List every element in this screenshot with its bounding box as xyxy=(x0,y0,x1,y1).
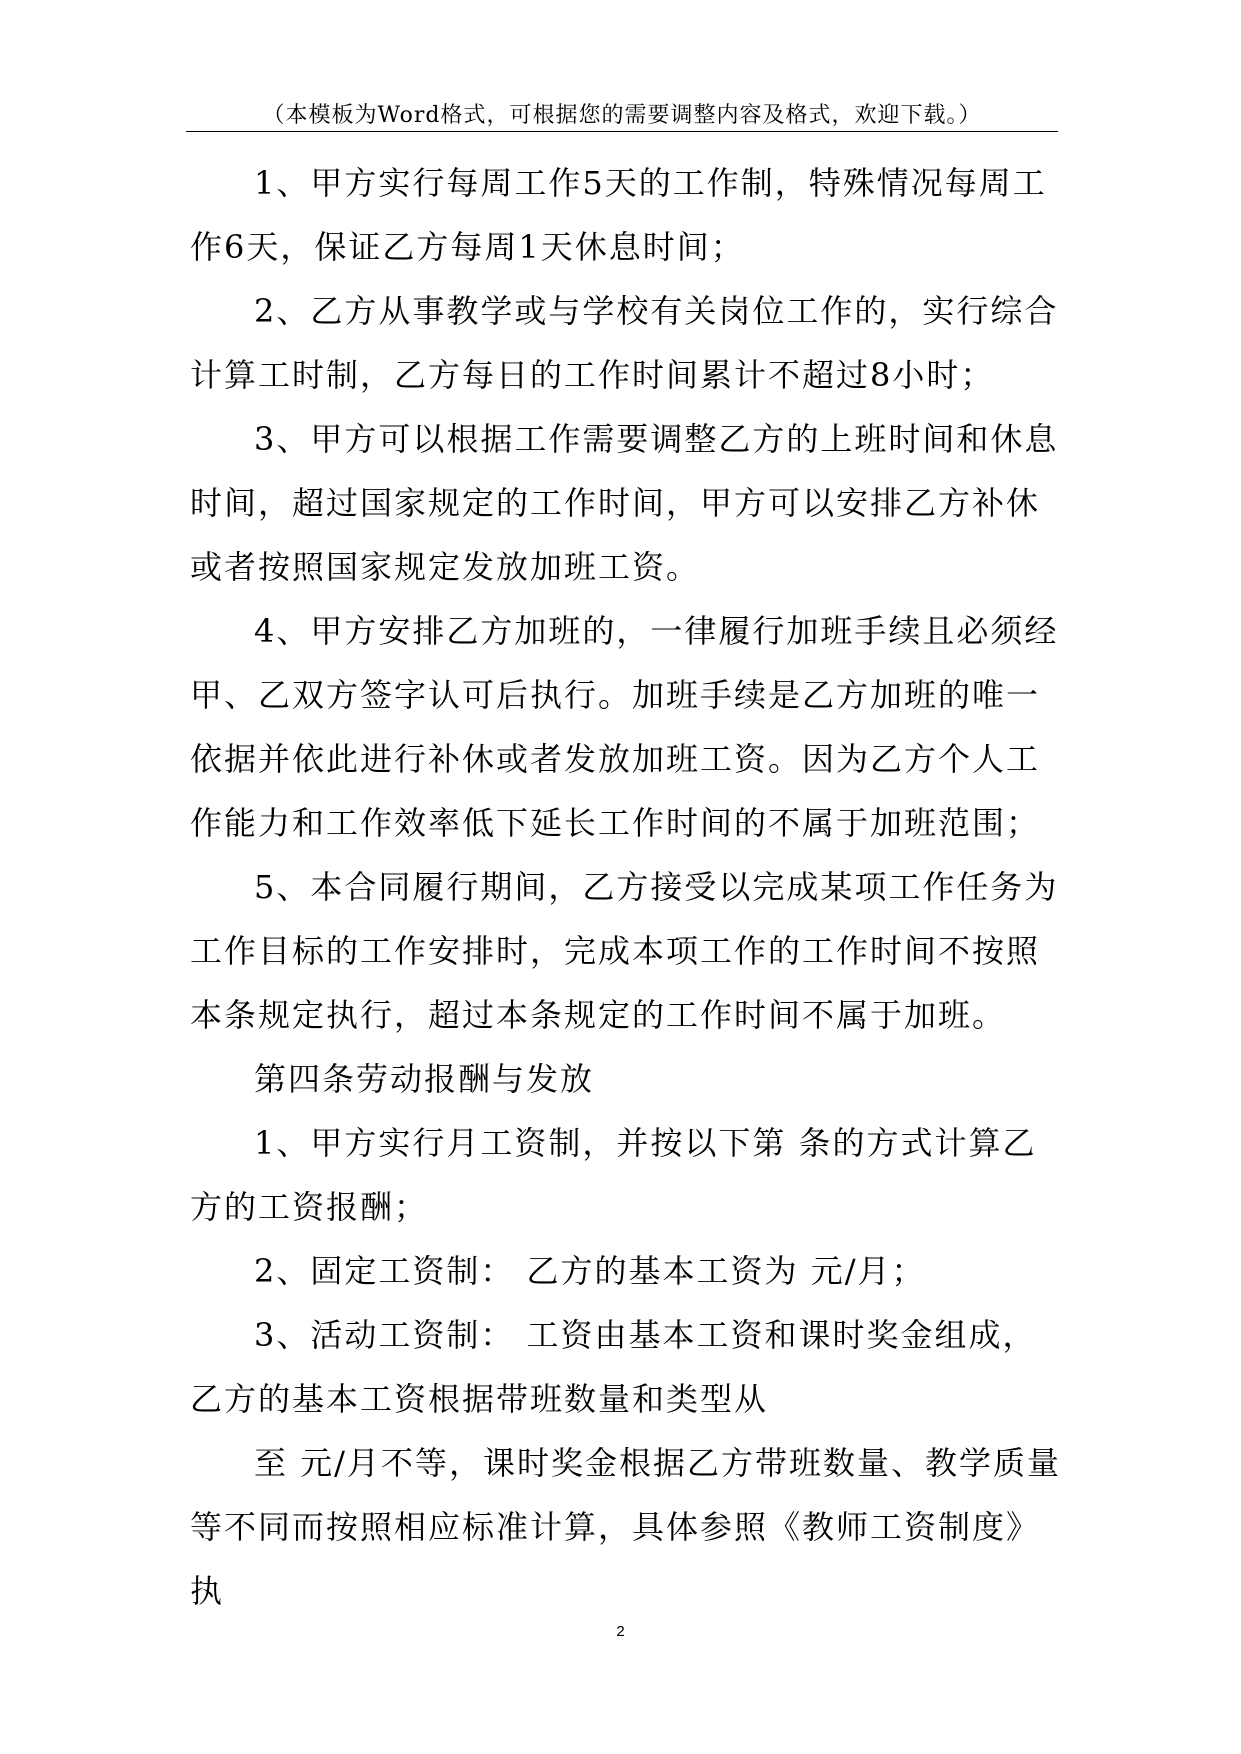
paragraph-monthly-salary: 1、甲方实行月工资制，并按以下第 条的方式计算乙方的工资报酬； xyxy=(190,1124,1037,1226)
paragraph-salary-range: 至 元/月不等，课时奖金根据乙方带班数量、教学质量等不同而按照相应标准计算，具体参照《教师工资制度》执 xyxy=(190,1444,1061,1610)
section-heading-article-4: 第四条劳动报酬与发放 xyxy=(254,1060,595,1098)
paragraph-fixed-salary: 2、固定工资制： 乙方的基本工资为 元/月； xyxy=(254,1252,926,1290)
paragraph-work-week: 1、甲方实行每周工作5天的工作制，特殊情况每周工作6天，保证乙方每周1天休息时间； xyxy=(190,164,1047,266)
header-divider xyxy=(186,131,1058,132)
page-number: 2 xyxy=(616,1623,625,1640)
document-body xyxy=(190,151,1062,1623)
paragraph-comprehensive-hours: 2、乙方从事教学或与学校有关岗位工作的，实行综合计算工时制，乙方每日的工作时间累计不超过8小时； xyxy=(190,292,1059,394)
paragraph-schedule-adjustment: 3、甲方可以根据工作需要调整乙方的上班时间和休息时间，超过国家规定的工作时间，甲方可以安排乙方补休或者按照国家规定发放加班工资。 xyxy=(190,420,1059,586)
paragraph-overtime-procedure: 4、甲方安排乙方加班的，一律履行加班手续且必须经甲、乙双方签字认可后执行。加班手续是乙方加班的唯一依据并依此进行补休或者发放加班工资。因为乙方个人工作能力和工作效率低下延长工作时间的不属于加班范围； xyxy=(190,612,1059,842)
template-note-header: （本模板为Word格式，可根据您的需要调整内容及格式，欢迎下载。） xyxy=(262,103,982,128)
paragraph-variable-salary: 3、活动工资制： 工资由基本工资和课时奖金组成，乙方的基本工资根据带班数量和类型从 xyxy=(190,1316,1037,1418)
paragraph-task-based-work: 5、本合同履行期间，乙方接受以完成某项工作任务为工作目标的工作安排时，完成本项工作的工作时间不按照本条规定执行，超过本条规定的工作时间不属于加班。 xyxy=(190,868,1059,1034)
